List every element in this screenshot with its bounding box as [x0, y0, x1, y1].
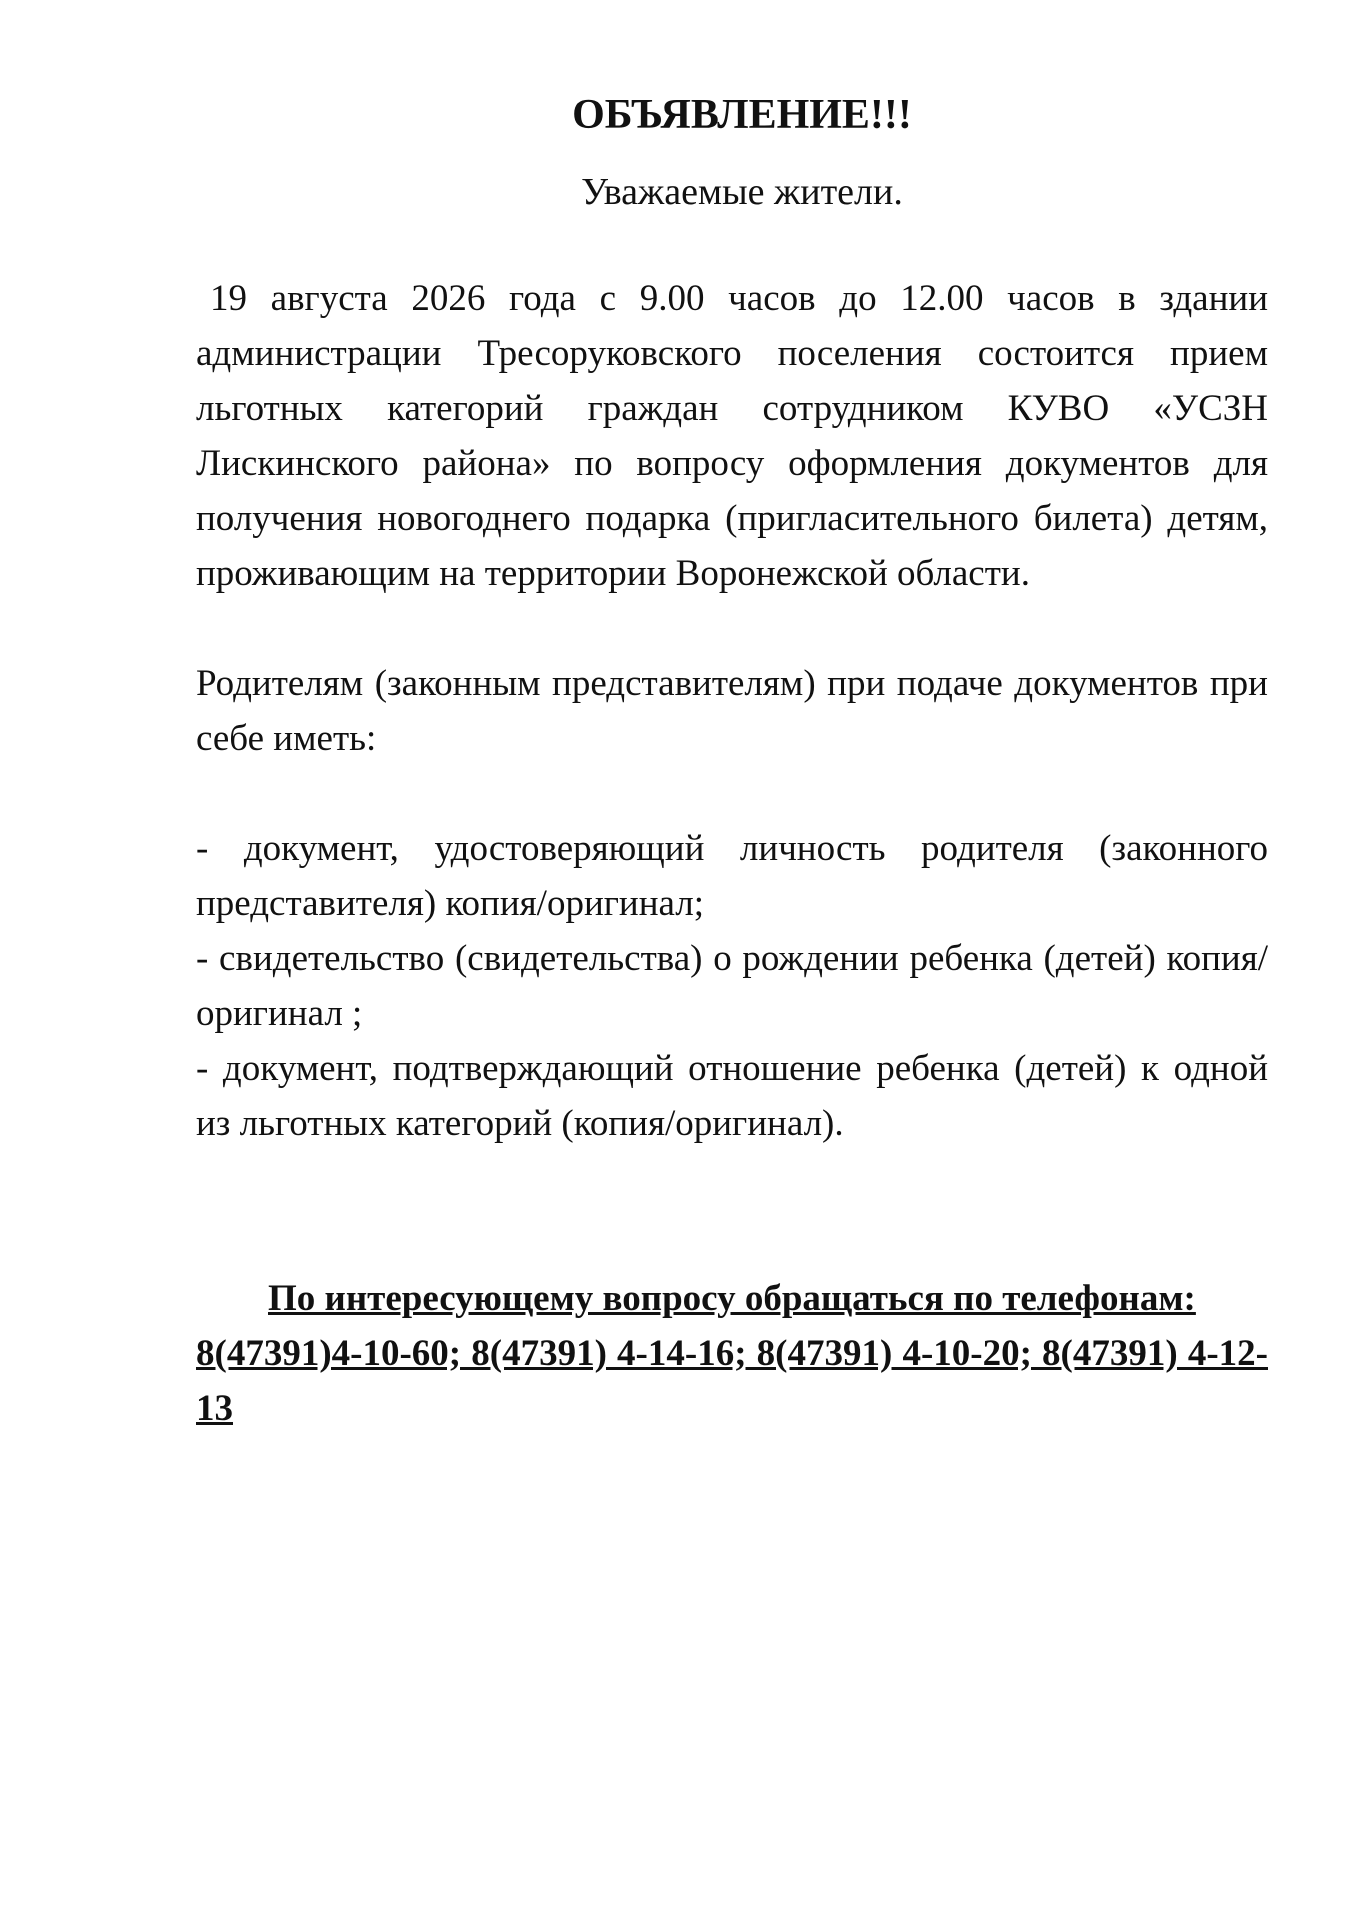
requirement-item: - документ, удостоверяющий личность родителя (законного представителя) копия/оригинал; — [196, 828, 1268, 924]
requirements-list — [196, 821, 1268, 1151]
requirement-item: - документ, подтверждающий отношение ребенка (детей) к одной из льготных категорий (копия/оригинал). — [196, 1048, 1268, 1144]
parents-paragraph: Родителям (законным представителям) при подаче документов при себе иметь: — [196, 663, 1268, 759]
announcement-paragraph: 19 августа 2026 года с 9.00 часов до 12.00 часов в здании администрации Тресоруковского поселения состоится прием льготных категорий граждан сотрудником КУВО «УСЗН Лискинского района» по вопросу оформления документов для получения новогоднего подарка (пригласительного билета) детям, проживающим на территории Воронежской области. — [196, 278, 1268, 594]
contact-phones: 8(47391)4-10-60; 8(47391) 4-14-16; 8(47391) 4-10-20; 8(47391) 4-12-13 — [196, 1333, 1268, 1429]
greeting: Уважаемые жители. — [581, 171, 903, 213]
requirement-item: - свидетельство (свидетельства) о рождении ребенка (детей) копия/оригинал ; — [196, 938, 1268, 1034]
document-content — [196, 85, 1268, 1436]
contacts-block — [196, 1271, 1268, 1436]
contacts-lead: По интересующему вопросу обращаться по телефонам: — [268, 1278, 1196, 1319]
announcement-title: ОБЪЯВЛЕНИЕ!!! — [572, 92, 912, 138]
